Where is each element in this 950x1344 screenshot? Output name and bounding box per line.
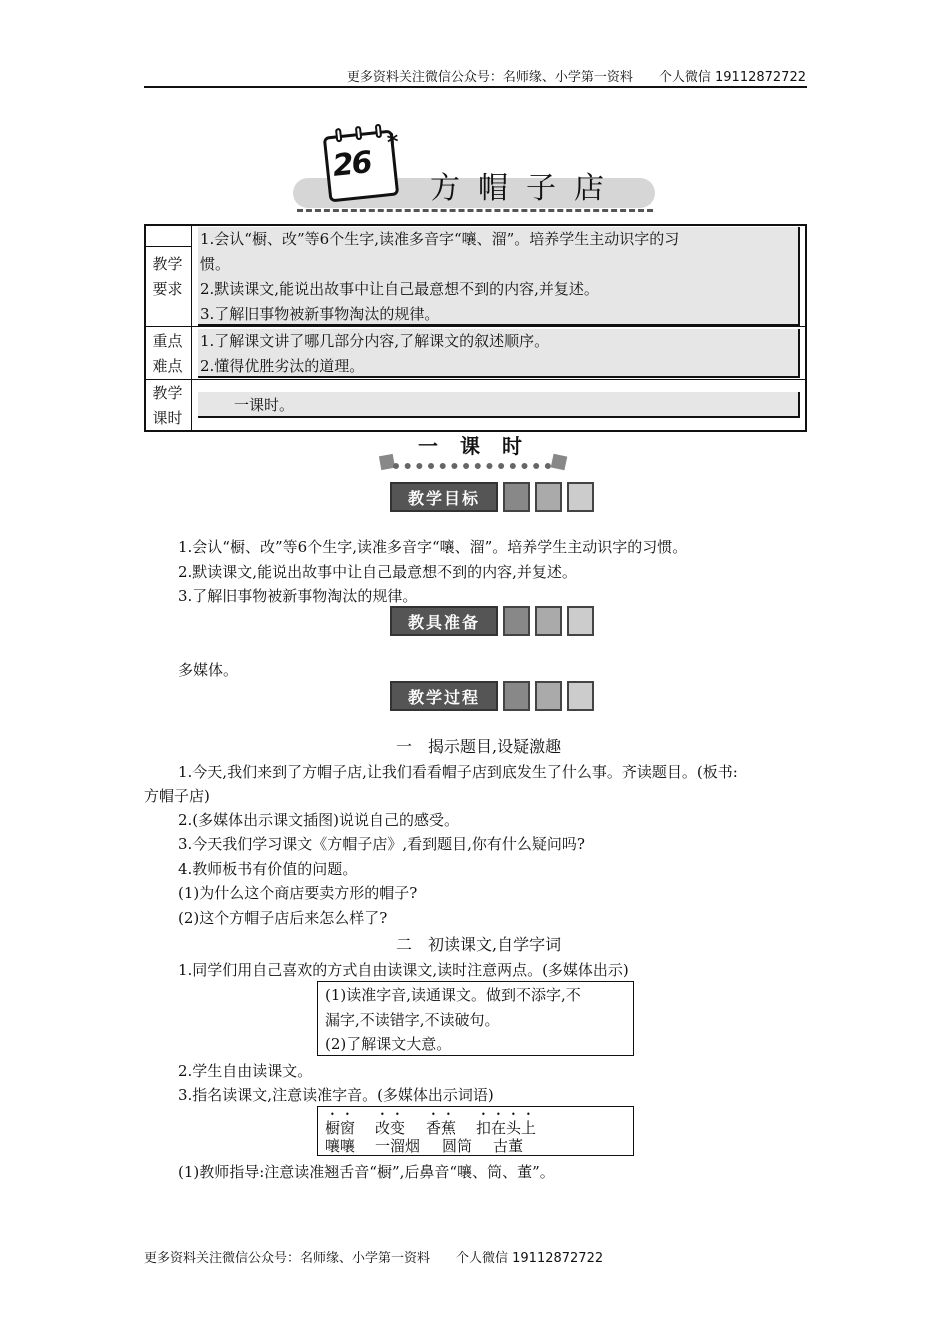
badge-square bbox=[567, 482, 594, 512]
lesson-heading: 一课时 bbox=[418, 434, 544, 458]
table-row-rule bbox=[144, 379, 807, 380]
header-rule bbox=[144, 86, 807, 88]
key-line: 2.懂得优胜劣汰的道理。 bbox=[200, 357, 365, 375]
calendar-icon bbox=[323, 130, 400, 203]
process-heading: 教学过程 bbox=[390, 681, 498, 711]
section2-title: 二 初读课文,自学字词 bbox=[396, 935, 562, 954]
section1-title: 一 揭示题目,设疑激趣 bbox=[396, 737, 562, 756]
section2-line: 1.同学们用自己喜欢的方式自由读课文,读时注意两点。(多媒体出示) bbox=[178, 961, 629, 979]
vocab-word: 改变 bbox=[375, 1119, 406, 1137]
section1-line: (2)这个方帽子店后来怎么样了? bbox=[178, 909, 388, 927]
vocab-word: 香蕉 bbox=[426, 1119, 457, 1137]
goal-line: 1.会认“橱、改”等6个生字,读准多音字“嚷、溜”。培养学生主动识字的习 bbox=[200, 230, 680, 248]
materials-text: 多媒体。 bbox=[178, 661, 239, 679]
hours-label-1: 教学 bbox=[152, 384, 183, 402]
section2-line: 3.指名读课文,注意读准字音。(多媒体出示词语) bbox=[178, 1086, 494, 1104]
section1-line: 2.(多媒体出示课文插图)说说自己的感受。 bbox=[178, 811, 460, 829]
goal-line: 惯。 bbox=[200, 255, 231, 273]
section1-line: (1)为什么这个商店要卖方形的帽子? bbox=[178, 884, 418, 902]
goals-label-2: 要求 bbox=[152, 280, 183, 298]
badge-square bbox=[535, 606, 562, 636]
lesson-title: 方帽子店 bbox=[430, 171, 622, 206]
materials-heading: 教具准备 bbox=[390, 606, 498, 636]
lesson-heading-rule bbox=[393, 463, 551, 469]
process-badge bbox=[390, 681, 594, 711]
badge-square bbox=[503, 606, 530, 636]
lesson-star: * bbox=[385, 129, 401, 157]
vocab-word: 圆筒 bbox=[442, 1137, 473, 1155]
objective-item: 2.默读课文,能说出故事中让自己最意想不到的内容,并复述。 bbox=[178, 563, 577, 581]
vocab-word: 扣在头上 bbox=[476, 1119, 537, 1137]
goal-line: 2.默读课文,能说出故事中让自己最意想不到的内容,并复述。 bbox=[200, 280, 599, 298]
badge-square bbox=[535, 681, 562, 711]
materials-badge bbox=[390, 606, 594, 636]
section1-line: 1.今天,我们来到了方帽子店,让我们看看帽子店到底发生了什么事。齐读题目。(板书: bbox=[178, 763, 738, 781]
reading-tip: 漏字,不读错字,不读破句。 bbox=[325, 1011, 500, 1029]
hours-text: 一课时。 bbox=[234, 396, 295, 414]
title-dashed-rule bbox=[297, 209, 653, 212]
reading-tip: (2)了解课文大意。 bbox=[325, 1035, 452, 1053]
section1-line: 方帽子店) bbox=[144, 787, 210, 805]
badge-square bbox=[503, 482, 530, 512]
key-line: 1.了解课文讲了哪几部分内容,了解课文的叙述顺序。 bbox=[200, 332, 550, 350]
page-footer: 更多资料关注微信公众号：名师缘、小学第一资料 个人微信 19112872722 bbox=[144, 1251, 604, 1266]
badge-square bbox=[567, 681, 594, 711]
page-header: 更多资料关注微信公众号：名师缘、小学第一资料 个人微信 19112872722 bbox=[346, 70, 806, 85]
section2-line: 2.学生自由读课文。 bbox=[178, 1062, 313, 1080]
key-label-2: 难点 bbox=[152, 357, 183, 375]
badge-square bbox=[503, 681, 530, 711]
vocab-word: 橱窗 bbox=[325, 1119, 356, 1137]
goals-label-1: 教学 bbox=[152, 255, 183, 273]
section1-line: 4.教师板书有价值的问题。 bbox=[178, 860, 358, 878]
hours-label-2: 课时 bbox=[152, 409, 183, 427]
badge-square bbox=[535, 482, 562, 512]
reading-tip: (1)读准字音,读通课文。做到不添字,不 bbox=[325, 986, 581, 1004]
objectives-heading: 教学目标 bbox=[390, 482, 498, 512]
ornament-square-right bbox=[551, 454, 568, 471]
objective-item: 1.会认“橱、改”等6个生字,读准多音字“嚷、溜”。培养学生主动识字的习惯。 bbox=[178, 538, 688, 556]
lesson-number: 26 bbox=[331, 145, 373, 184]
objective-item: 3.了解旧事物被新事物淘汰的规律。 bbox=[178, 587, 418, 605]
goal-line: 3.了解旧事物被新事物淘汰的规律。 bbox=[200, 305, 440, 323]
section2-line: (1)教师指导:注意读准翘舌音“橱”,后鼻音“嚷、筒、董”。 bbox=[178, 1163, 555, 1181]
section1-line: 3.今天我们学习课文《方帽子店》,看到题目,你有什么疑问吗? bbox=[178, 835, 585, 853]
table-divider bbox=[191, 224, 192, 432]
key-label-1: 重点 bbox=[152, 332, 183, 350]
vocab-word: 古董 bbox=[493, 1137, 524, 1155]
vocab-word: 一溜烟 bbox=[375, 1137, 421, 1155]
table-row-rule bbox=[144, 246, 191, 247]
objectives-badge bbox=[390, 482, 594, 512]
vocab-word: 嚷嚷 bbox=[325, 1137, 356, 1155]
badge-square bbox=[567, 606, 594, 636]
